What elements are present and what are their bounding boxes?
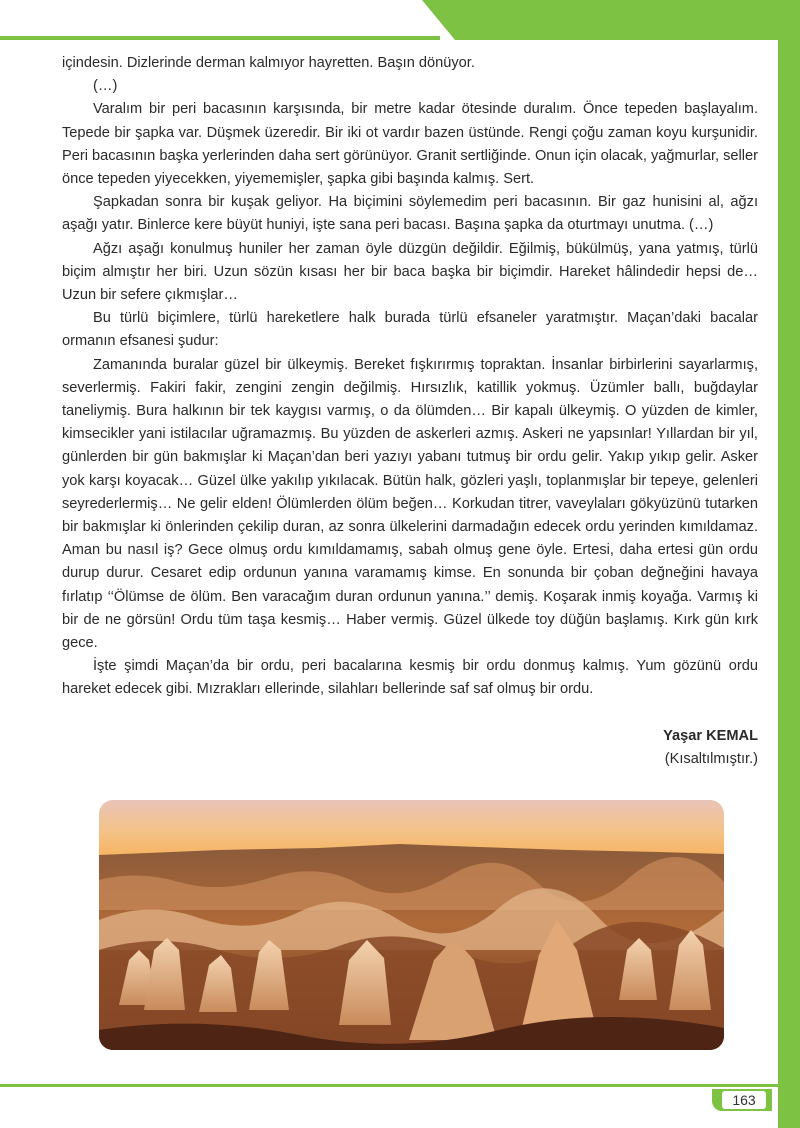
paragraph: (…) <box>93 78 118 95</box>
paragraph: içindesin. Dizlerinde derman kalmıyor hayretten. Başın dönüyor. <box>62 55 475 71</box>
paragraph: Bu türlü biçimlere, türlü hareketlere halk burada türlü efsaneler yaratmıştır. Maçan’daki bacalar ormanın efsanesi şudur: <box>62 310 758 350</box>
fairy-chimneys-landscape-photo <box>99 800 724 1050</box>
paragraph: İşte şimdi Maçan’da bir ordu, peri bacalarına kesmiş bir ordu donmuş kalmış. Yum gözünü ordu hareket edecek gibi. Mızrakları ellerinde, silahları bellerinde saf saf olmuş bir ordu. <box>62 658 758 698</box>
page-number: 163 <box>722 1091 766 1109</box>
paragraph: Varalım bir peri bacasının karşısında, bir metre kadar ötesinde duralım. Önce tepeden başlayalım. Tepede bir şapka var. Düşmek üzeredir. Bir iki ot vardır bazen üstünde. Rengi çoğu zaman koyu kurşunidir. Peri bacasının başka yerlerinden daha sert görünüyor. Granit sertliğinde. Onun için olacak, yağmurlar, seller önce tepeden yiyecekken, yiyememişler, şapka gibi başında kalmış. Sert. <box>62 101 759 188</box>
page-number-tab <box>712 1089 772 1111</box>
paragraph: Ağzı aşağı konulmuş huniler her zaman öyle düzgün değildir. Eğilmiş, bükülmüş, yana yatmış, türlü biçim almıştır her biri. Uzun sözün kısası her bir baca başka bir biçimdir. Hareket hâlindedir hepsi de… Uzun bir sefere çıkmışlar… <box>62 240 758 304</box>
footer-line <box>0 1084 800 1087</box>
abridged-note: (Kısaltılmıştır.) <box>664 751 758 768</box>
paragraph: Zamanında buralar güzel bir ülkeymiş. Bereket fışkırırmış topraktan. İnsanlar birbirlerini sayarlarmış, severlermiş. Fakiri fakir, zengini zengin değilmiş. Hırsızlık, katillik yokmuş. Üzümler ballı, buğdaylar taneliymiş. Bura halkının bir tek kaygısı varmış, o da ölümden… Bir kapalı ülkeymiş. O yüzden de kimler, kimsecikler yani istilacılar uğramazmış. Bu yüzden de askerleri azmış. Askeri ne yapsınlar! Yıllardan bir yıl, günlerden bir gün bakmışlar ki Maçan’dan beri yazıyı yabanı tutmuş bir ordu gelir. Yakıp yıkıp gelir. Asker yok karşı koyacak… Güzel ülke yakılıp yıkılacak. Bütün halk, gözleri yaşlı, toplanmışlar bir tepeye, gelenleri seyrederlermiş… Ne gelir elden! Ölümlerden ölüm beğen… Korkudan titrer, vaveylaları gökyüzünü tutarken bir bakmışlar ki önlerinden çekilip duran, az sonra ülkelerini darmadağın edecek ordu yerinden kımıldamaz. Aman bu nasıl iş? Gece olmuş ordu kımıldamamış, sabah olmuş gene öyle. Ertesi, daha ertesi gün ordu durup durur. Cesaret edip ordunun yanına varamamış kimse. En sonunda bir çoban değneğini havaya fırlatıp ‘‘Ölümse de ölüm. Ben varacağım duran ordunun yanına.’’ demiş. Koşarak inmiş koyağa. Varmış ki bir de ne görsün! Ordu tüm taşa kesmiş… Haber vermiş. Güzel ülkede toy düğün başlamış. Kırk gün kırk gece. <box>62 356 758 652</box>
author-block <box>663 725 758 771</box>
right-margin-bar <box>778 0 800 1128</box>
main-text <box>62 52 758 702</box>
paragraph: Şapkadan sonra bir kuşak geliyor. Ha biçimini söylemedim peri bacasının. Bir gaz hunisini al, ağzı aşağı yatır. Binlerce kere büyüt huniyi, işte sana peri bacası. Başına şapka da oturtmayı unutma. (…) <box>62 194 758 234</box>
author-name: Yaşar KEMAL <box>663 728 758 744</box>
top-decoration <box>0 0 800 40</box>
